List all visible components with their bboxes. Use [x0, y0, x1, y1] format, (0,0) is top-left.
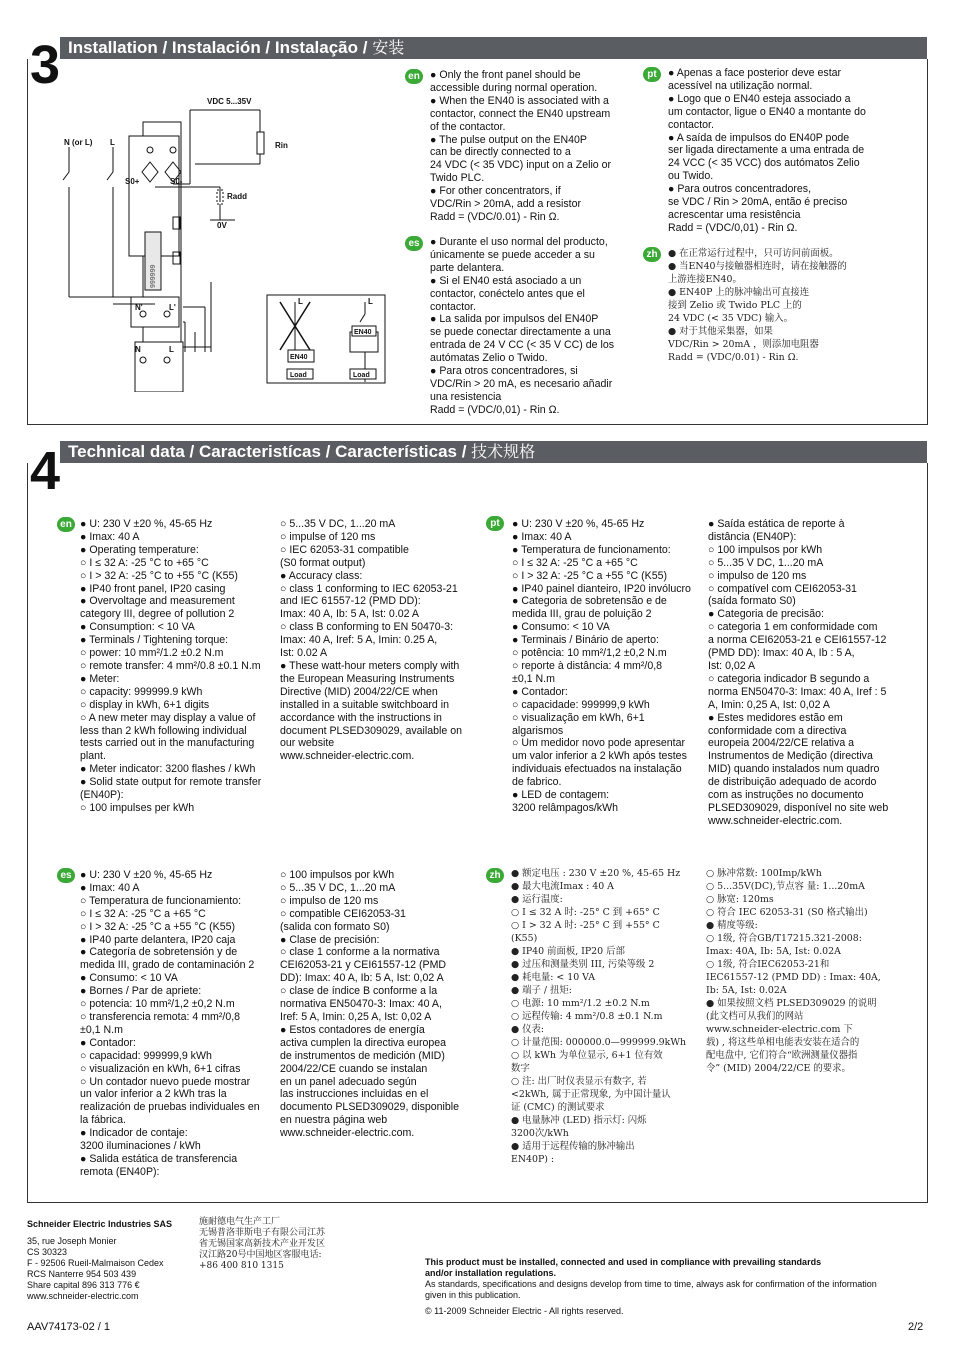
text-line: ● Indicador de contaje:: [80, 1127, 188, 1140]
text-line: ○ 5...35 V DC, 1...20 mA: [280, 518, 396, 530]
text-line: CS 30323: [27, 1247, 68, 1257]
text-line: documento PLSED309029, disponible: [280, 1101, 460, 1114]
text-line: (EN40P):: [80, 789, 124, 802]
text-line: autómatas Zelio o Twido.: [430, 352, 548, 365]
text-line: Ist: 0.02 A: [280, 647, 328, 660]
text-line: ● Estos contadores de energía: [280, 1023, 425, 1036]
text-line: ○ class 1 conforming to IEC 62053-21: [280, 582, 458, 595]
text-line: ● 当EN40与接触器相连时，请在接触器的: [668, 261, 847, 272]
text-line: Ib: 5A, Ist: 0.02A: [706, 985, 787, 996]
text-line: www.schneider-electric.com: [27, 1291, 139, 1301]
text-line: Directive (MID) 2004/22/CE when: [280, 685, 438, 698]
s4-zh-col2: [706, 867, 881, 1075]
text-line: ● 额定电压 : 230 V ±20 %, 45-65 Hz: [511, 868, 681, 879]
text-line: ● Para otros concentradores, si: [430, 365, 578, 378]
badge-es-s4: es: [57, 868, 75, 883]
text-line: ● U: 230 V ±20 %, 45-65 Hz: [80, 869, 213, 881]
s4-en-col1: [80, 518, 261, 815]
text-line: remota (EN40P):: [80, 1165, 160, 1178]
text-line: ● 仪表:: [511, 1024, 545, 1035]
text-line: ● Only the front panel should be: [430, 69, 581, 81]
text-line: 接到 Zelio 或 Twido PLC 上的: [668, 300, 802, 311]
text-line: PLSED309029, disponível no site web: [708, 801, 889, 814]
text-line: As standards, specifications and designs develop from time to time, always ask for confirmation of the information: [425, 1279, 877, 1289]
text-line: Ist: 0,02 A: [708, 659, 756, 672]
text-line: ou Twido.: [668, 170, 714, 183]
text-line: contactor, conéctelo antes que el: [430, 287, 585, 300]
text-line: ○ class B conforming to EN 50470-3:: [280, 621, 454, 634]
text-line: 无锡普洛菲斯电子有限公司江苏: [199, 1228, 326, 1238]
text-line: RCS Nanterre 954 503 439: [27, 1269, 137, 1279]
text-line: ● 运行温度:: [511, 894, 563, 905]
text-line: ○ I > 32 A: -25 °C to +55 °C (K55): [80, 569, 238, 582]
text-line: ○ 注: 出厂时仪表显示有数字, 若: [511, 1076, 647, 1087]
zero-v-label: 0V: [217, 221, 227, 230]
footer-page-number: 2/2: [908, 1321, 924, 1333]
text-line: 35, rue Joseph Monier: [27, 1236, 117, 1246]
text-line: CEI62053-21 y CEI61557-12 (PMD: [280, 959, 447, 972]
l-bottom-label: L: [169, 345, 174, 354]
text-line: ○ IEC 62053-31 compatible: [280, 543, 409, 556]
text-line: ● Consumption: < 10 VA: [80, 621, 195, 634]
text-line: un valor inferior a 2 kWh tras la: [80, 1088, 227, 1101]
text-line: ○ 以 kWh 为单位显示, 6+1 位有效: [511, 1050, 663, 1061]
footer-company: Schneider Electric Industries SAS: [27, 1219, 173, 1229]
text-line: acessível na utilização normal.: [668, 79, 813, 92]
text-line: (此文档可从我们的网站: [706, 1011, 804, 1022]
text-line: F - 92506 Rueil-Malmaison Cedex: [27, 1258, 164, 1268]
section-4-header: [60, 441, 927, 463]
badge-en-s3: en: [405, 69, 423, 84]
text-line: (K55): [511, 933, 538, 944]
badge-en-s4: en: [57, 517, 75, 532]
text-line: realización de pruebas individuales en: [80, 1101, 260, 1114]
text-line: ● EN40P 上的脉冲输出可直接连: [668, 287, 810, 298]
s4-pt-col2: [708, 518, 888, 828]
text-line: document PLSED309029, available on: [280, 724, 462, 737]
badge-pt-s3: pt: [643, 67, 661, 82]
text-line: 配电盘中, 它们符合“欧洲测量仪器指: [706, 1050, 858, 1061]
text-line: ○ I > 32 A 时: -25° C 到 +55° C: [511, 920, 660, 931]
section-4-number: 4: [30, 441, 61, 501]
text-line: ○ I > 32 A: -25 °C a +55 °C (K55): [512, 569, 668, 582]
meter-display: 999999: [150, 264, 157, 288]
text-line: (S0 format output): [280, 556, 366, 569]
text-line: ○ 远程传输: 4 mm²/0.8 ±0.1 N.m: [511, 1011, 663, 1022]
text-line: ○ display in kWh, 6+1 digits: [80, 698, 210, 711]
text-line: ● A saída de impulsos do EN40P pode: [668, 131, 850, 144]
text-line: 施耐德电气生产工厂: [199, 1217, 281, 1227]
box-l2-label: L: [368, 297, 373, 306]
text-line: ● Accuracy class:: [280, 569, 363, 582]
text-line: medida III, grado de contaminación 2: [80, 959, 255, 972]
section-4-title-cn: 技术规格: [471, 442, 536, 461]
text-line: normativa EN50470-3: Imax: 40 A,: [280, 998, 442, 1011]
text-line: ● Durante el uso normal del producto,: [430, 236, 608, 248]
text-line: ○ capacity: 999999.9 kWh: [80, 685, 203, 698]
text-line: EN40P) :: [511, 1154, 555, 1165]
text-line: ● U: 230 V ±20 %, 45-65 Hz: [512, 518, 645, 530]
text-line: ● Apenas a face posterior deve estar: [668, 67, 842, 79]
text-line: 上游连接EN40。: [668, 274, 742, 285]
s4-zh-col1: [511, 867, 686, 1166]
text-line: www.schneider-electric.com.: [280, 1127, 415, 1140]
text-line: europeia 2004/22/CE relativa a: [708, 737, 855, 750]
text-line: ● Saída estática de reporte à: [708, 518, 845, 530]
text-line: a norma CEI62053-21 e CEI61557-12: [708, 634, 887, 647]
text-line: Share capital 896 313 776 €: [27, 1280, 140, 1290]
text-line: ● Categoria de sobretensão e de: [512, 595, 667, 608]
box-l1-label: L: [298, 297, 303, 306]
text-line: ○ impulso de 120 ms: [280, 894, 379, 907]
text-line: de fabrico.: [512, 776, 562, 789]
text-line: Radd = (VDC/0.01) - Rin Ω.: [668, 352, 799, 363]
text-line: se VDC / Rin > 20mA, então é preciso: [668, 196, 848, 209]
text-line: ● IP40 前面板, IP20 后部: [511, 946, 625, 957]
text-line: ○ potência: 10 mm²/1,2 ±0,2 N.m: [512, 647, 667, 660]
text-line: ● 电量脉冲 (LED) 指示灯: 闪烁: [511, 1115, 647, 1126]
text-line: Radd = (VDC/0.01) - Rin Ω.: [430, 210, 560, 223]
text-line: las instrucciones incluidas en el: [280, 1088, 429, 1101]
text-line: tests carried out in the manufacturing: [80, 737, 255, 750]
text-line: VDC/Rin > 20mA ，则添加电阻器: [668, 339, 819, 350]
text-line: medida III, grau de poluição 2: [512, 608, 652, 621]
text-line: ● These watt-hour meters comply with: [280, 659, 460, 672]
text-line: ○ A new meter may display a value of: [80, 711, 256, 724]
text-line: ● For other concentrators, if: [430, 185, 561, 198]
text-line: 数字: [511, 1063, 530, 1074]
text-line: ● Terminais / Binário de aperto:: [512, 634, 659, 647]
text-line: ● Solid state output for remote transfer: [80, 776, 262, 789]
text-line: the European Measuring Instruments: [280, 672, 455, 685]
text-line: se puede conectar directamente a una: [430, 326, 611, 339]
text-line: 3200 relâmpagos/kWh: [512, 801, 618, 814]
text-line: 24 VCC (< 35 VCC) dos autómatos Zelio: [668, 157, 860, 170]
text-line: (salida con formato S0): [280, 920, 390, 933]
text-line: given in this publication.: [425, 1290, 521, 1300]
text-line: ● Para outros concentradores,: [668, 183, 812, 196]
text-line: ● Meter indicator: 3200 flashes / kWh: [80, 763, 256, 776]
text-line: ● Categoría de sobretensión y de: [80, 946, 238, 959]
text-line: ○ 5...35V(DC),节点容 量: 1...20mA: [706, 881, 865, 892]
text-line: 3200 iluminaciones / kWh: [80, 1140, 201, 1153]
text-line: ○ compatible CEI62053-31: [280, 907, 406, 920]
section-3-title: Installation / Instalación / Instalação /: [68, 38, 373, 57]
text-line: ○ remote transfer: 4 mm²/0.8 ±0.1 N.m: [80, 659, 261, 672]
text-line: (saída formato S0): [708, 595, 796, 608]
text-line: ● 在正常运行过程中，只可访问前面板。: [668, 248, 839, 259]
text-line: ○ 脉宽: 120ms: [706, 894, 774, 905]
text-line: Twido PLC.: [430, 172, 485, 185]
text-line: ±0,1 N.m: [80, 1023, 123, 1036]
text-line: ● Terminals / Tightening torque:: [80, 634, 229, 647]
text-line: ○ reporte à distância: 4 mm²/0,8: [512, 659, 663, 672]
text-line: Imax: 40A, Ib: 5A, Ist: 0.02A: [706, 946, 841, 957]
en40-label-b: EN40: [354, 329, 372, 336]
text-line: ● 对于其他采集器，如果: [668, 326, 773, 337]
text-line: ● 适用于远程传输的脉冲输出: [511, 1141, 635, 1152]
text-line: ○ impulse of 120 ms: [280, 530, 376, 543]
text-line: and/or installation regulations.: [425, 1268, 557, 1278]
s0minus-label: S0-: [170, 177, 183, 186]
n-prime-label: N': [135, 303, 143, 312]
text-line: únicamente se puede acceder a su: [430, 248, 595, 261]
text-line: of the contactor.: [430, 120, 506, 133]
text-line: ● Consumo: < 10 VA: [80, 972, 178, 985]
text-line: um contactor, ligue o EN40 a montante do: [668, 105, 866, 118]
text-line: Iref: 5 A, Imin: 0,25 A, Ist: 0,02 A: [280, 1010, 432, 1023]
text-line: ● U: 230 V ±20 %, 45-65 Hz: [80, 518, 213, 530]
text-line: entrada de 24 V CC (< 35 V CC) de los: [430, 339, 615, 352]
text-line: ● Estes medidores estão em: [708, 711, 843, 724]
text-line: Radd = (VDC/0,01) - Rin Ω.: [430, 403, 560, 416]
text-line: ● IP40 front panel, IP20 casing: [80, 582, 226, 595]
text-line: ○ 1级, 符合IEC62053-21和: [706, 959, 830, 970]
text-line: ○ visualización en kWh, 6+1 cifras: [80, 1062, 241, 1075]
text-line: MID) quando instalados num quadro: [708, 763, 880, 776]
rin-label: Rin: [275, 141, 288, 150]
text-line: ser ligada directamente a uma entrada de: [668, 144, 865, 157]
text-line: ● 如果按照文档 PLSED309029 的说明: [706, 998, 877, 1009]
text-line: plant.: [80, 750, 106, 763]
text-line: contactor.: [430, 300, 476, 313]
text-line: una resistencia: [430, 390, 502, 403]
text-line: ● 端子 / 扭矩:: [511, 985, 572, 996]
text-line: algarismos: [512, 724, 564, 737]
s3-pt-text: [668, 67, 866, 235]
text-line: ○ potencia: 10 mm²/1,2 ±0,2 N.m: [80, 998, 235, 1011]
load-label-1: Load: [290, 372, 307, 379]
s4-pt-col1: [512, 518, 691, 815]
text-line: ● Imax: 40 A: [512, 530, 572, 543]
text-line: ○ I ≤ 32 A: -25 °C a +65 °C: [512, 556, 638, 569]
footer-doc-ref: AAV74173-02 / 1: [27, 1321, 110, 1333]
text-line: This product must be installed, connected and used in compliance with prevailing standards: [425, 1257, 822, 1267]
text-line: Imax: 40 A, Iref: 5 A, Imin: 0.25 A,: [280, 634, 438, 647]
s3-zh-text: [668, 247, 847, 364]
text-line: +86 400 810 1315: [199, 1261, 284, 1271]
text-line: ● Imax: 40 A: [80, 881, 140, 894]
text-line: 2004/22/CE cuando se instalan: [280, 1062, 428, 1075]
text-line: ○ 符合 IEC 62053-31 (S0 格式输出): [706, 907, 868, 918]
footer-copyright: © 11-2009 Schneider Electric - All rights reserved.: [425, 1306, 624, 1316]
text-line: ○ I > 32 A: -25 °C a +55 °C (K55): [80, 920, 236, 933]
text-line: A, Imin: 0,25 A, Ist: 0,02 A: [708, 698, 830, 711]
text-line: 证 (CMC) 的测试要求: [511, 1102, 605, 1113]
section-3-title-cn: 安装: [372, 38, 405, 57]
text-line: ○ 脉冲常数: 100Imp/kWh: [706, 868, 822, 879]
text-line: ○ capacidade: 999999,9 kWh: [512, 698, 650, 711]
text-line: en un panel adecuado según: [280, 1075, 417, 1088]
load-label-2: Load: [353, 372, 370, 379]
n-bottom-label: N: [135, 345, 141, 354]
text-line: acrescentar uma resistência: [668, 208, 801, 221]
text-line: ● Temperatura de funcionamento:: [512, 543, 671, 556]
text-line: and IEC 61557-12 (PMD DD):: [280, 595, 421, 608]
s3-es-text: [430, 236, 614, 417]
text-line: ● Categoria de precisão:: [708, 608, 824, 621]
text-line: accessible during normal operation.: [430, 81, 598, 94]
text-line: ○ 1级, 符合GB/T17215.321-2008:: [706, 933, 862, 944]
text-line: ○ power: 10 mm²/1.2 ±0.2 N.m: [80, 647, 224, 660]
text-line: com as instruções no documento: [708, 789, 864, 802]
text-line: distância (EN40P):: [708, 530, 797, 543]
text-line: installed in a suitable switchboard in: [280, 698, 450, 711]
text-line: ○ I ≤ 32 A 时: -25° C 到 +65° C: [511, 907, 660, 918]
text-line: less than 2 kWh following individual: [80, 724, 247, 737]
text-line: ○ 100 impulsos por kWh: [708, 543, 823, 556]
text-line: ○ I ≤ 32 A: -25 °C a +65 °C: [80, 907, 206, 920]
section-3-number: 3: [30, 35, 61, 95]
l-label: L: [110, 138, 115, 147]
l-prime-label: L': [169, 303, 176, 312]
section-3-header: [60, 37, 927, 59]
text-line: ● LED de contagem:: [512, 789, 610, 802]
text-line: ● Clase de precisión:: [280, 933, 380, 946]
text-line: 汉江路20号中国地区客服电话:: [199, 1250, 322, 1260]
wiring-diagram: [55, 92, 395, 392]
s3-en-text: [430, 69, 611, 224]
footer-compliance: [425, 1279, 877, 1301]
text-line: Instrumentos de Medição (directiva: [708, 750, 873, 763]
text-line: conformidade com a directiva: [708, 724, 847, 737]
text-line: ○ 5...35 V DC, 1...20 mA: [280, 881, 396, 894]
footer-compliance-bold: [425, 1257, 821, 1279]
text-line: la fábrica.: [80, 1114, 126, 1127]
text-line: VDC/Rin > 20 mA, es necesario añadir: [430, 377, 613, 390]
text-line: IEC61557-12 (PMD DD) : Imax: 40A,: [706, 972, 881, 983]
en40-label-a: EN40: [290, 354, 308, 361]
text-line: our website: [280, 737, 335, 750]
text-line: ● Imax: 40 A: [80, 530, 140, 543]
text-line: 载) , 将这些单相电能表安装在适合的: [706, 1037, 860, 1048]
text-line: ● Contador:: [80, 1036, 136, 1049]
text-line: ○ 100 impulsos por kWh: [280, 869, 395, 881]
text-line: ● Meter:: [80, 672, 120, 685]
text-line: ○ I ≤ 32 A: -25 °C to +65 °C: [80, 556, 209, 569]
text-line: www.schneider-electric.com.: [708, 814, 843, 827]
text-line: category III, degree of pollution 2: [80, 608, 235, 621]
text-line: ○ 电源: 10 mm²/1.2 ±0.2 N.m: [511, 998, 650, 1009]
text-line: ● IP40 painel dianteiro, IP20 invólucro: [512, 582, 691, 595]
text-line: de instrumentos de medición (MID): [280, 1049, 445, 1062]
footer-address: [27, 1236, 164, 1302]
section-4-title: Technical data / Caracteristícas / Características /: [68, 442, 472, 461]
text-line: ● Consumo: < 10 VA: [512, 621, 610, 634]
text-line: ○ Temperatura de funcionamiento:: [80, 894, 242, 907]
text-line: ○ compatível com CEI62053-31: [708, 582, 857, 595]
text-line: individuais efectuados na instalação: [512, 763, 682, 776]
text-line: ● 精度等级:: [706, 920, 758, 931]
text-line: ○ Un contador nuevo puede mostrar: [80, 1075, 251, 1088]
text-line: ○ impulso de 120 ms: [708, 569, 807, 582]
text-line: norma EN50470-3: Imax: 40 A, Iref : 5: [708, 685, 887, 698]
text-line: ● 耗电量: < 10 VA: [511, 972, 596, 983]
text-line: ● Si el EN40 está asociado a un: [430, 274, 582, 287]
text-line: 3200次/kWh: [511, 1128, 569, 1139]
text-line: activa cumplen la directiva europea: [280, 1036, 447, 1049]
text-line: Imax: 40 A, Ib: 5 A, Ist: 0.02 A: [280, 608, 419, 621]
text-line: contactor.: [668, 118, 714, 131]
text-line: (PMD DD): Imax: 40 A, Ib : 5 A,: [708, 647, 855, 660]
text-line: parte delantera.: [430, 261, 505, 274]
text-line: ○ 100 impulses per kWh: [80, 801, 195, 814]
text-line: ○ categoria indicador B segundo a: [708, 672, 870, 685]
text-line: www.schneider-electric.com 下: [706, 1024, 853, 1035]
text-line: ○ Um medidor novo pode apresentar: [512, 737, 686, 750]
text-line: ● Salida estática de transferencia: [80, 1152, 238, 1165]
footer-chinese-address: [199, 1217, 325, 1272]
badge-pt-s4: pt: [486, 516, 504, 531]
text-line: ● Logo que o EN40 esteja associado a: [668, 92, 851, 105]
n-or-l-label: N (or L): [64, 138, 93, 147]
text-line: ● Bornes / Par de apriete:: [80, 985, 202, 998]
text-line: can be directly connected to a: [430, 146, 571, 159]
text-line: ● The pulse output on the EN40P: [430, 133, 587, 146]
text-line: ±0,1 N.m: [512, 672, 555, 685]
text-line: ○ capacidad: 999999,9 kWh: [80, 1049, 212, 1062]
text-line: contactor, connect the EN40 upstream: [430, 107, 611, 120]
text-line: DD): Imax: 40 A, Ib: 5 A, Ist: 0,02 A: [280, 972, 444, 985]
text-line: ○ 计量范围: 000000.0—999999.9kWh: [511, 1037, 686, 1048]
text-line: en nuestra página web: [280, 1114, 388, 1127]
text-line: ● Overvoltage and measurement: [80, 595, 235, 608]
text-line: Radd = (VDC/0,01) - Rin Ω.: [668, 221, 798, 234]
text-line: ● 最大电流Imax : 40 A: [511, 881, 614, 892]
s4-en-col2: [280, 518, 462, 763]
text-line: 24 VDC (< 35 VDC) input on a Zelio or: [430, 159, 612, 172]
text-line: ○ clase de índice B conforme a la: [280, 985, 438, 998]
text-line: um valor inferior a 2 kWh após testes: [512, 750, 687, 763]
text-line: ● Operating temperature:: [80, 543, 199, 556]
text-line: ● When the EN40 is associated with a: [430, 94, 609, 107]
text-line: 省无锡国家高新技术产业开发区: [199, 1239, 326, 1249]
badge-zh-s3: zh: [643, 247, 661, 262]
text-line: <2kWh, 属于正常现象, 为中国计量认: [511, 1089, 671, 1100]
text-line: ● Contador:: [512, 685, 568, 698]
text-line: ○ categoria 1 em conformidade com: [708, 621, 878, 634]
badge-es-s3: es: [405, 236, 423, 251]
text-line: ○ 5...35 V DC, 1...20 mA: [708, 556, 824, 569]
text-line: VDC/Rin > 20mA, add a resistor: [430, 198, 582, 211]
text-line: 令” (MID) 2004/22/CE 的要求。: [706, 1063, 851, 1074]
text-line: www.schneider-electric.com.: [280, 750, 415, 763]
vdc-label: VDC 5...35V: [207, 97, 252, 106]
s4-es-col2: [280, 869, 459, 1140]
text-line: 24 VDC (< 35 VDC) 输入。: [668, 313, 793, 324]
text-line: ● 过压和测量类别 III, 污染等级 2: [511, 959, 655, 970]
badge-zh-s4: zh: [486, 868, 504, 883]
text-line: accordance with the instructions in: [280, 711, 442, 724]
text-line: de distribuição adequado de acordo: [708, 776, 877, 789]
text-line: ● La salida por impulsos del EN40P: [430, 313, 599, 326]
text-line: ○ transferencia remota: 4 mm²/0,8: [80, 1010, 241, 1023]
s4-es-col1: [80, 869, 260, 1179]
radd-label: Radd: [227, 192, 247, 201]
text-line: ○ visualização em kWh, 6+1: [512, 711, 645, 724]
text-line: ● IP40 parte delantera, IP20 caja: [80, 933, 236, 946]
text-line: ○ clase 1 conforme a la normativa: [280, 946, 440, 959]
s0plus-label: S0+: [125, 177, 140, 186]
